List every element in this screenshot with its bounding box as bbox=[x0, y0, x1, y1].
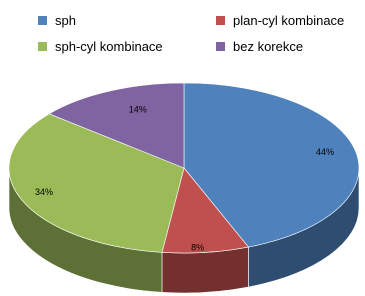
pie-slices bbox=[9, 83, 359, 253]
data-label-plan-cyl: 8% bbox=[191, 242, 205, 253]
legend-label-plan-cyl: plan-cyl kombinace bbox=[233, 13, 345, 28]
data-label-bez-korekce: 14% bbox=[128, 104, 147, 115]
data-label-sph-cyl: 34% bbox=[35, 186, 54, 197]
legend-label-sph-cyl: sph-cyl kombinace bbox=[55, 39, 163, 54]
pie-side-plan-cyl bbox=[162, 247, 248, 293]
data-label-sph: 44% bbox=[315, 146, 334, 157]
legend-label-sph: sph bbox=[55, 13, 76, 28]
legend-label-bez-korekce: bez korekce bbox=[233, 39, 304, 54]
